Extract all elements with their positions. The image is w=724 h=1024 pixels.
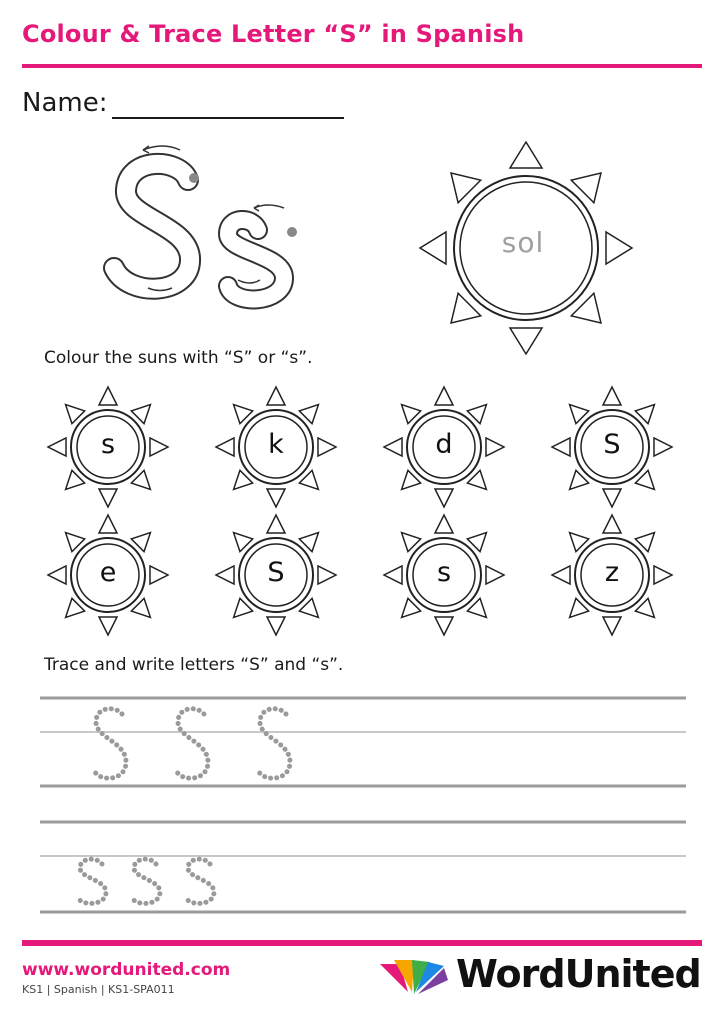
sun-ray (99, 617, 117, 635)
sun-ray (552, 438, 570, 456)
sun-ray (48, 438, 66, 456)
brand-name: WordUnited (456, 952, 701, 996)
sun-ray (510, 328, 542, 354)
footer-url-link[interactable]: www.wordunited.com (22, 960, 231, 980)
sun-ray (48, 566, 66, 584)
sun-ray (216, 566, 234, 584)
sun-ray (435, 387, 453, 405)
sun-ray (486, 566, 504, 584)
sun-ray (603, 489, 621, 507)
sun-ray (216, 438, 234, 456)
sun-ray (99, 515, 117, 533)
dotted-lowercase-s (78, 859, 106, 903)
sun-ray (435, 617, 453, 635)
wordunited-logo-icon (378, 958, 450, 998)
sun-letter: s (436, 557, 452, 588)
sun-ray (552, 566, 570, 584)
dotted-lowercase-s (186, 859, 214, 903)
colour-instruction: Colour the suns with “S” or “s”. (44, 348, 313, 368)
feature-word: sol (501, 226, 545, 259)
sun-ray (603, 387, 621, 405)
sun-ray (603, 617, 621, 635)
sun-letter: z (604, 557, 620, 588)
sun-letter: d (435, 429, 453, 460)
dotted-uppercase-s (258, 709, 290, 778)
sun-ray (603, 515, 621, 533)
sun-ray (150, 438, 168, 456)
sun-ray (99, 387, 117, 405)
sun-letter: s (100, 429, 116, 460)
sun-ray (267, 387, 285, 405)
header-divider (22, 64, 702, 68)
sun-ray (384, 438, 402, 456)
dotted-uppercase-s (176, 709, 208, 778)
sun-ray (267, 515, 285, 533)
page-title: Colour & Trace Letter “S” in Spanish (22, 20, 525, 48)
sun-ray (435, 489, 453, 507)
sun-ray (318, 438, 336, 456)
sun-ray (150, 566, 168, 584)
sun-letter: S (603, 429, 621, 460)
footer-divider (22, 940, 702, 946)
name-label: Name: (22, 88, 108, 118)
letter-s-trace-illustration (88, 138, 328, 318)
sun-letter: k (268, 429, 284, 460)
dotted-uppercase-s (94, 709, 126, 778)
sun-ray (606, 232, 632, 264)
sun-ray (510, 142, 542, 168)
trace-instruction: Trace and write letters “S” and “s”. (44, 655, 344, 675)
sun-ray (435, 515, 453, 533)
footer-code: KS1 | Spanish | KS1-SPA011 (22, 983, 175, 996)
sun-ray (486, 438, 504, 456)
dotted-lowercase-s (132, 859, 160, 903)
name-input-line[interactable] (112, 117, 344, 119)
sun-ray (267, 489, 285, 507)
sun-ray (654, 438, 672, 456)
sun-ray (384, 566, 402, 584)
sun-ray (267, 617, 285, 635)
tracing-area[interactable] (40, 690, 690, 920)
sun-ray (99, 489, 117, 507)
sun-ray (654, 566, 672, 584)
sun-ray (420, 232, 446, 264)
sun-ray (318, 566, 336, 584)
sun-letter: e (99, 557, 117, 588)
sun-letter: S (267, 557, 285, 588)
